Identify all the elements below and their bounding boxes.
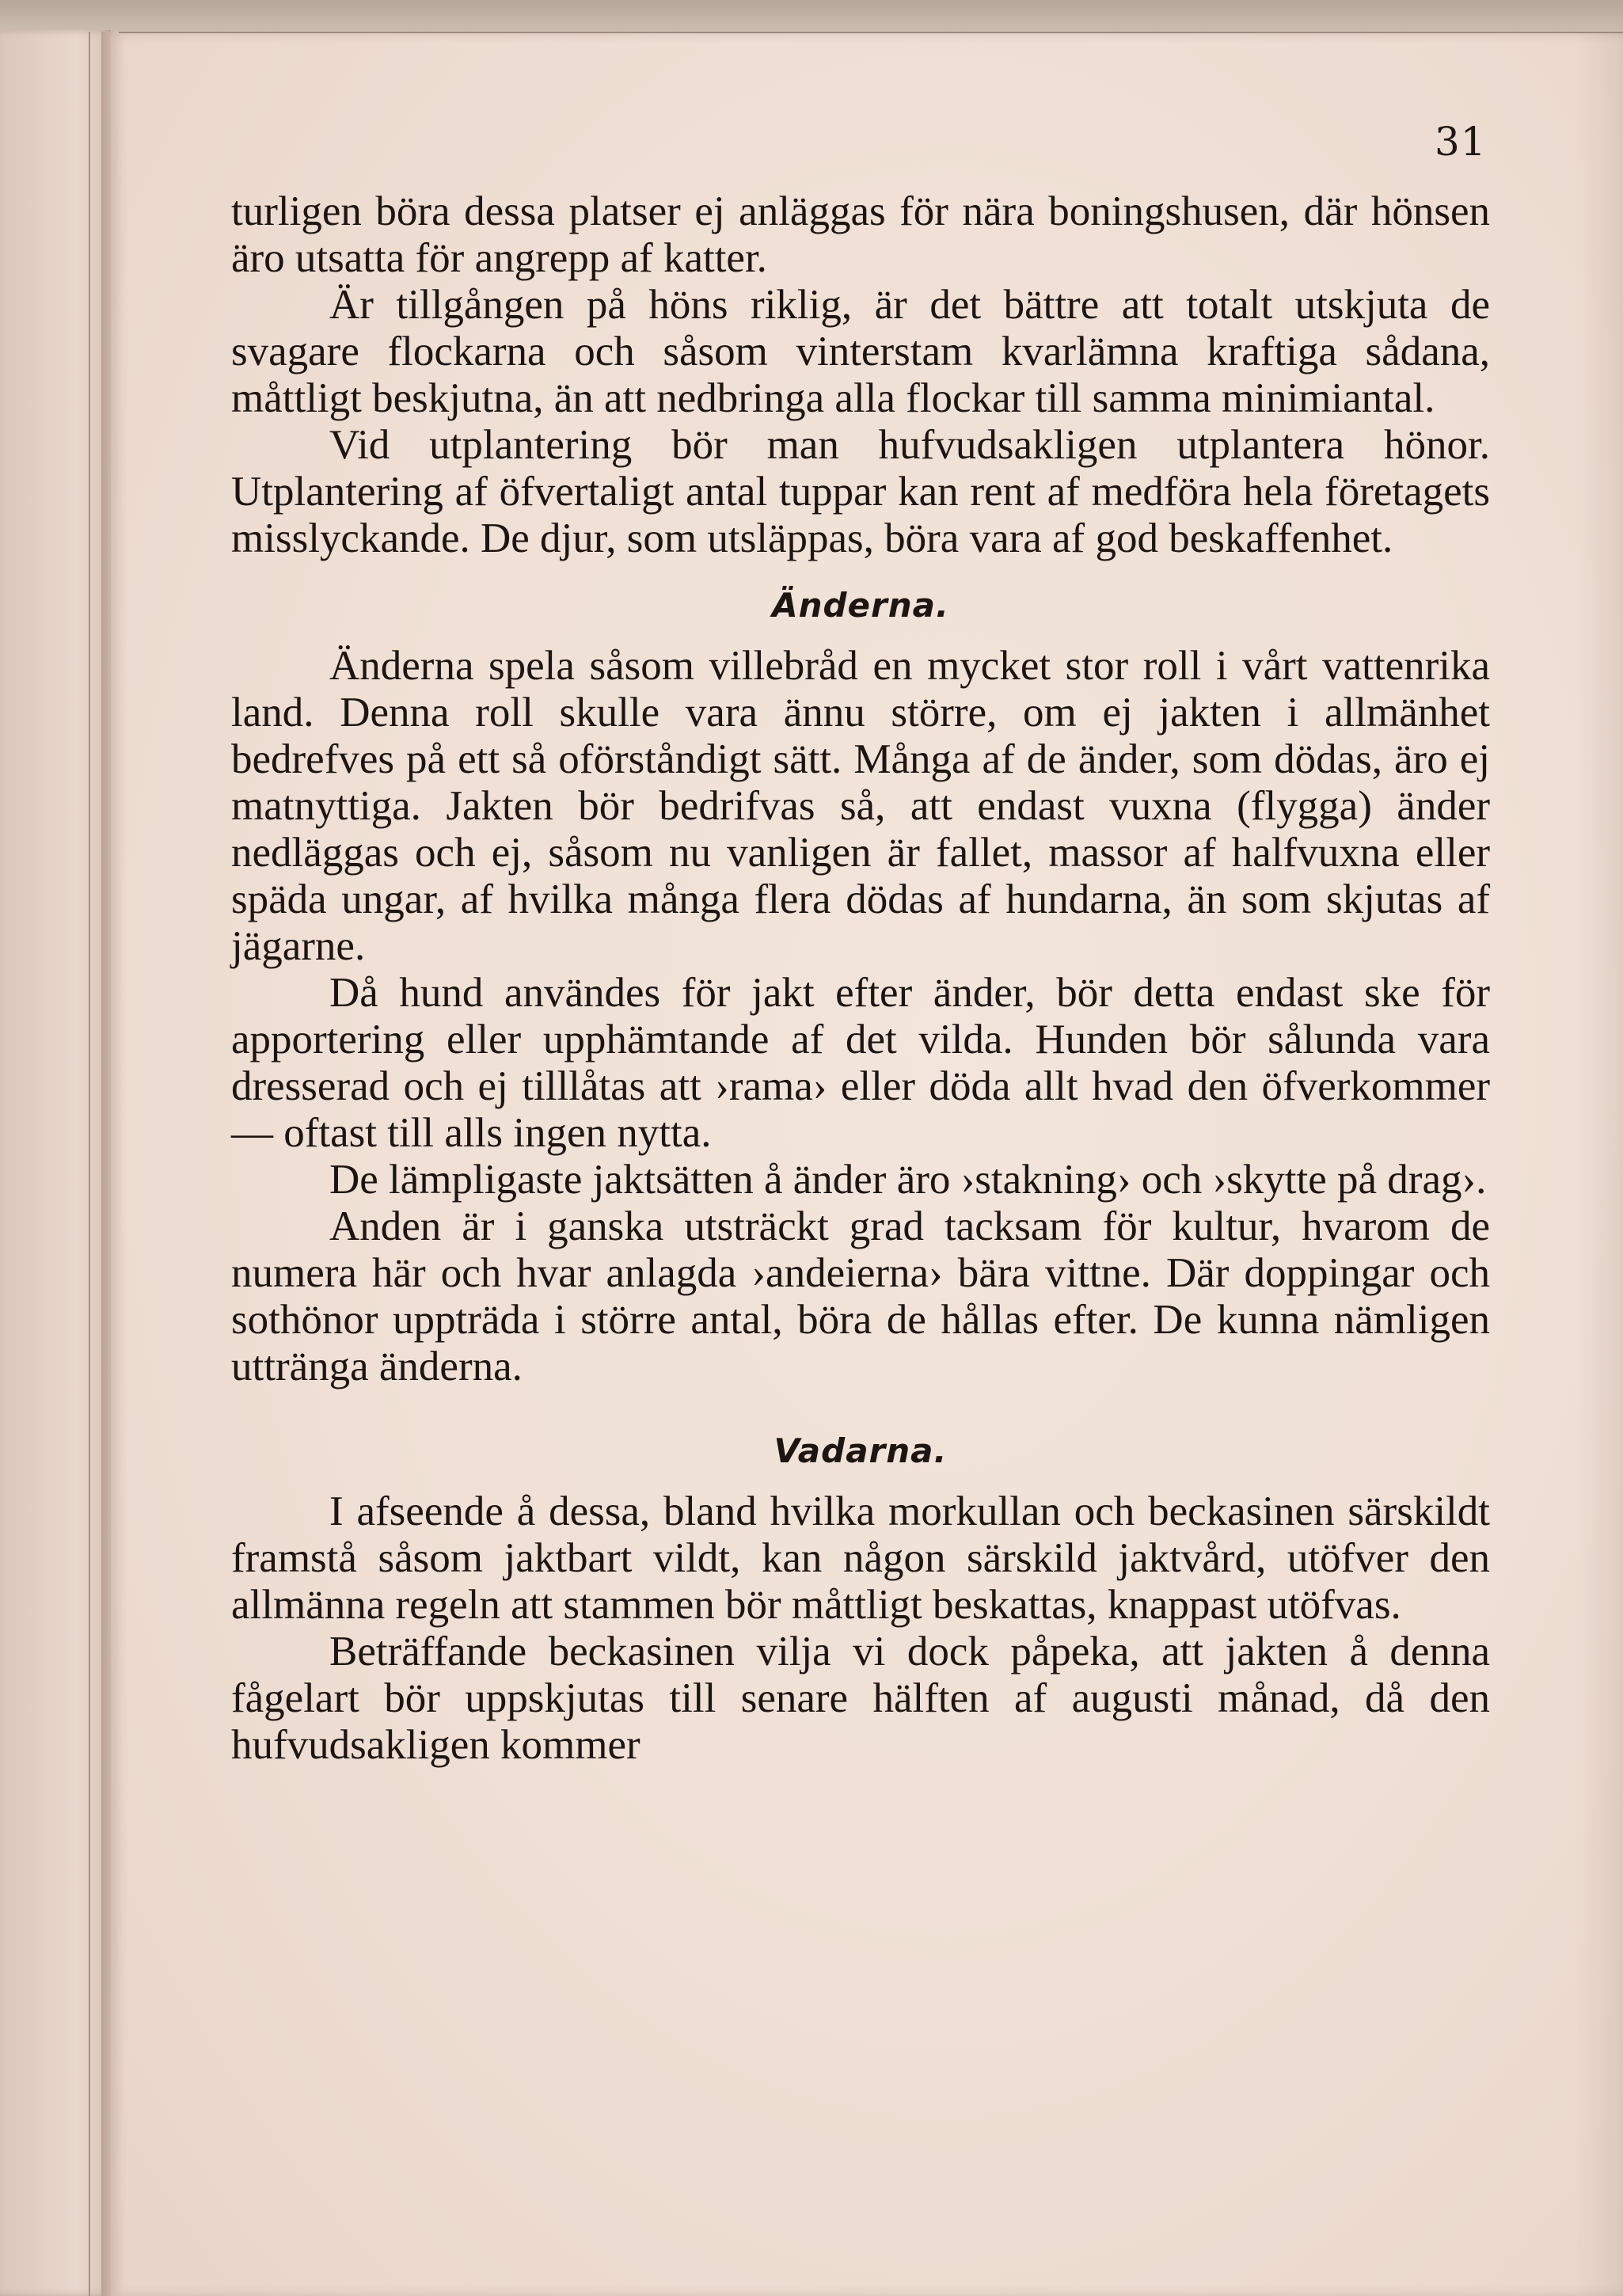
paragraph: Änderna spela såsom villebråd en mycket stor roll i vårt vattenrika land. Denna roll skulle vara ännu större, om ej jakten i allmänhet bedrefves på ett så oförståndigt sätt. Många af de änder, som dödas, äro ej matnyttiga. Jakten bör bedrifvas så, att endast vuxna (flygga) änder nedläggas och ej, såsom nu vanligen är fallet, massor af halfvuxna eller späda ungar, af hvilka många flera dödas af hundarna, än som skjutas af jägarne. xyxy=(231,643,1490,969)
background-strip xyxy=(0,0,1623,32)
section-heading-anderna: Änderna. xyxy=(772,586,949,625)
paragraph: Anden är i ganska utsträckt grad tacksam för kultur, hvarom de numera här och hvar anlagda ›andeierna› bära vittne. Där doppingar och sothönor uppträda i större antal, böra de hållas efter. De kunna nämligen uttränga änderna. xyxy=(231,1203,1490,1389)
page-number: 31 xyxy=(1435,119,1487,165)
paragraph: De lämpligaste jaktsätten å änder äro ›stakning› och ›skytte på drag›. xyxy=(329,1157,1487,1203)
previous-page-edge xyxy=(0,30,111,2296)
paragraph: Vid utplantering bör man hufvudsakligen utplantera hönor. Utplantering af öfvertaligt antal tuppar kan rent af medföra hela företagets misslyckande. De djur, som utsläppas, böra vara af god beskaffenhet. xyxy=(231,422,1490,561)
paragraph: I afseende å dessa, bland hvilka morkullan och beckasinen särskildt framstå såsom jaktbart vildt, kan någon särskild jaktvård, utöfver den allmänna regeln att stammen bör måttligt beskattas, knappast utöfvas. xyxy=(231,1488,1490,1628)
section-heading-vadarna: Vadarna. xyxy=(773,1431,948,1470)
paragraph: Beträffande beckasinen vilja vi dock påpeka, att jakten å denna fågelart bör uppskjutas till senare hälften af augusti månad, då den hufvudsakligen kommer xyxy=(231,1629,1490,1768)
paragraph: Är tillgången på höns riklig, är det bättre att totalt utskjuta de svagare flockarna och såsom vinterstam kvarlämna kraftiga sådana, måttligt beskjutna, än att nedbringa alla flockar till samma minimiantal. xyxy=(231,282,1490,421)
page-shading xyxy=(1575,33,1623,2296)
paragraph: Då hund användes för jakt efter änder, bör detta endast ske för apportering eller upphämtande af det vilda. Hunden bör sålunda vara dresserad och ej tilllåtas att ›rama› eller döda allt hvad den öfverkommer — oftast till alls ingen nytta. xyxy=(231,970,1490,1156)
page-edge-line xyxy=(89,32,90,2296)
paragraph: turligen böra dessa platser ej anläggas för nära boningshusen, där hönsen äro utsatta för angrepp af katter. xyxy=(231,188,1490,281)
page-text xyxy=(231,188,1490,1769)
